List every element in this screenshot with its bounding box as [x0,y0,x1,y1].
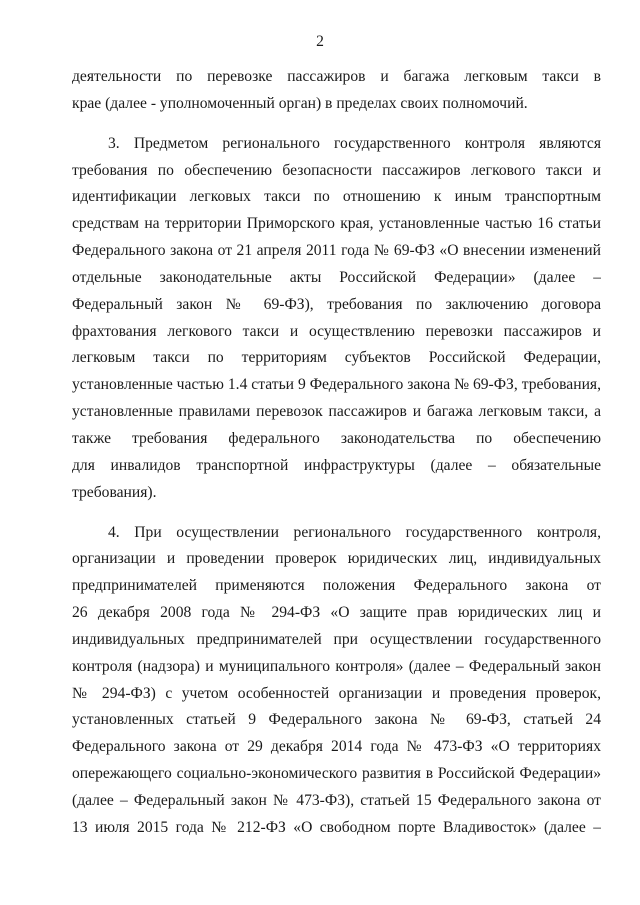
page-number: 2 [316,33,324,50]
text-line: крае (далее - уполномоченный орган) в пределах своих полномочий. [72,94,528,112]
text-line: Федерального закона от 21 апреля 2011 года № 69-ФЗ «О внесении изменений [72,242,601,260]
text-line: установленных статьей 9 Федерального закона № 69-ФЗ, статьей 24 [72,711,601,729]
text-line: для инвалидов транспортной инфраструктуры (далее – обязательные [72,456,601,474]
text-line: 13 июля 2015 года № 212-ФЗ «О свободном порте Владивосток» (далее – [72,818,601,836]
text-line: организации и проведении проверок юридических лиц, индивидуальных [72,550,601,568]
text-line: Федеральный закон № 69-ФЗ), требования по заключению договора [72,295,601,313]
text-line: отдельные законодательные акты Российской Федерации» (далее – [72,268,601,286]
text-line: деятельности по перевозке пассажиров и багажа легковым такси в [72,68,601,85]
text-line: (далее – Федеральный закон № 473-ФЗ), статьей 15 Федерального закона от [72,791,601,809]
text-line: 3. Предметом регионального государственного контроля являются [108,134,601,152]
text-line: установленные частью 1.4 статьи 9 Федерального закона № 69-ФЗ, требования, [72,376,601,394]
text-line: 4. При осуществлении регионального государственного контроля, [108,523,601,541]
text-line: предпринимателей применяются положения Федерального закона от [72,577,601,595]
text-line: фрахтования легкового такси и осуществлению перевозки пассажиров и [72,322,601,340]
text-line: требования). [72,483,157,501]
text-line: контроля (надзора) и муниципального контроля» (далее – Федеральный закон [72,657,601,675]
paragraph-continuation [72,64,601,118]
text-line: Федерального закона от 29 декабря 2014 года № 473-ФЗ «О территориях [72,738,601,756]
text-line: установленные правилами перевозок пассажиров и багажа легковым такси, а [72,403,601,421]
text-line: средствам на территории Приморского края, установленные частью 16 статьи [72,215,601,233]
text-line: идентификации легковых такси по отношению к иным транспортным [72,188,601,206]
text-line: 26 декабря 2008 года № 294-ФЗ «О защите прав юридических лиц и [72,604,601,622]
text-line: требования по обеспечению безопасности пассажиров легкового такси и [72,161,601,179]
text-line: также требования федерального законодательства по обеспечению [72,429,601,447]
paragraph-item-3 [72,131,601,507]
text-line: легковым такси по территориям субъектов Российской Федерации, [72,349,601,367]
text-line: № 294-ФЗ) с учетом особенностей организации и проведения проверок, [72,684,601,702]
paragraph-item-4 [72,520,601,842]
document-body [72,64,601,842]
text-line: опережающего социально-экономического развития в Российской Федерации» [72,765,601,783]
text-line: индивидуальных предпринимателей при осуществлении государственного [72,630,601,648]
